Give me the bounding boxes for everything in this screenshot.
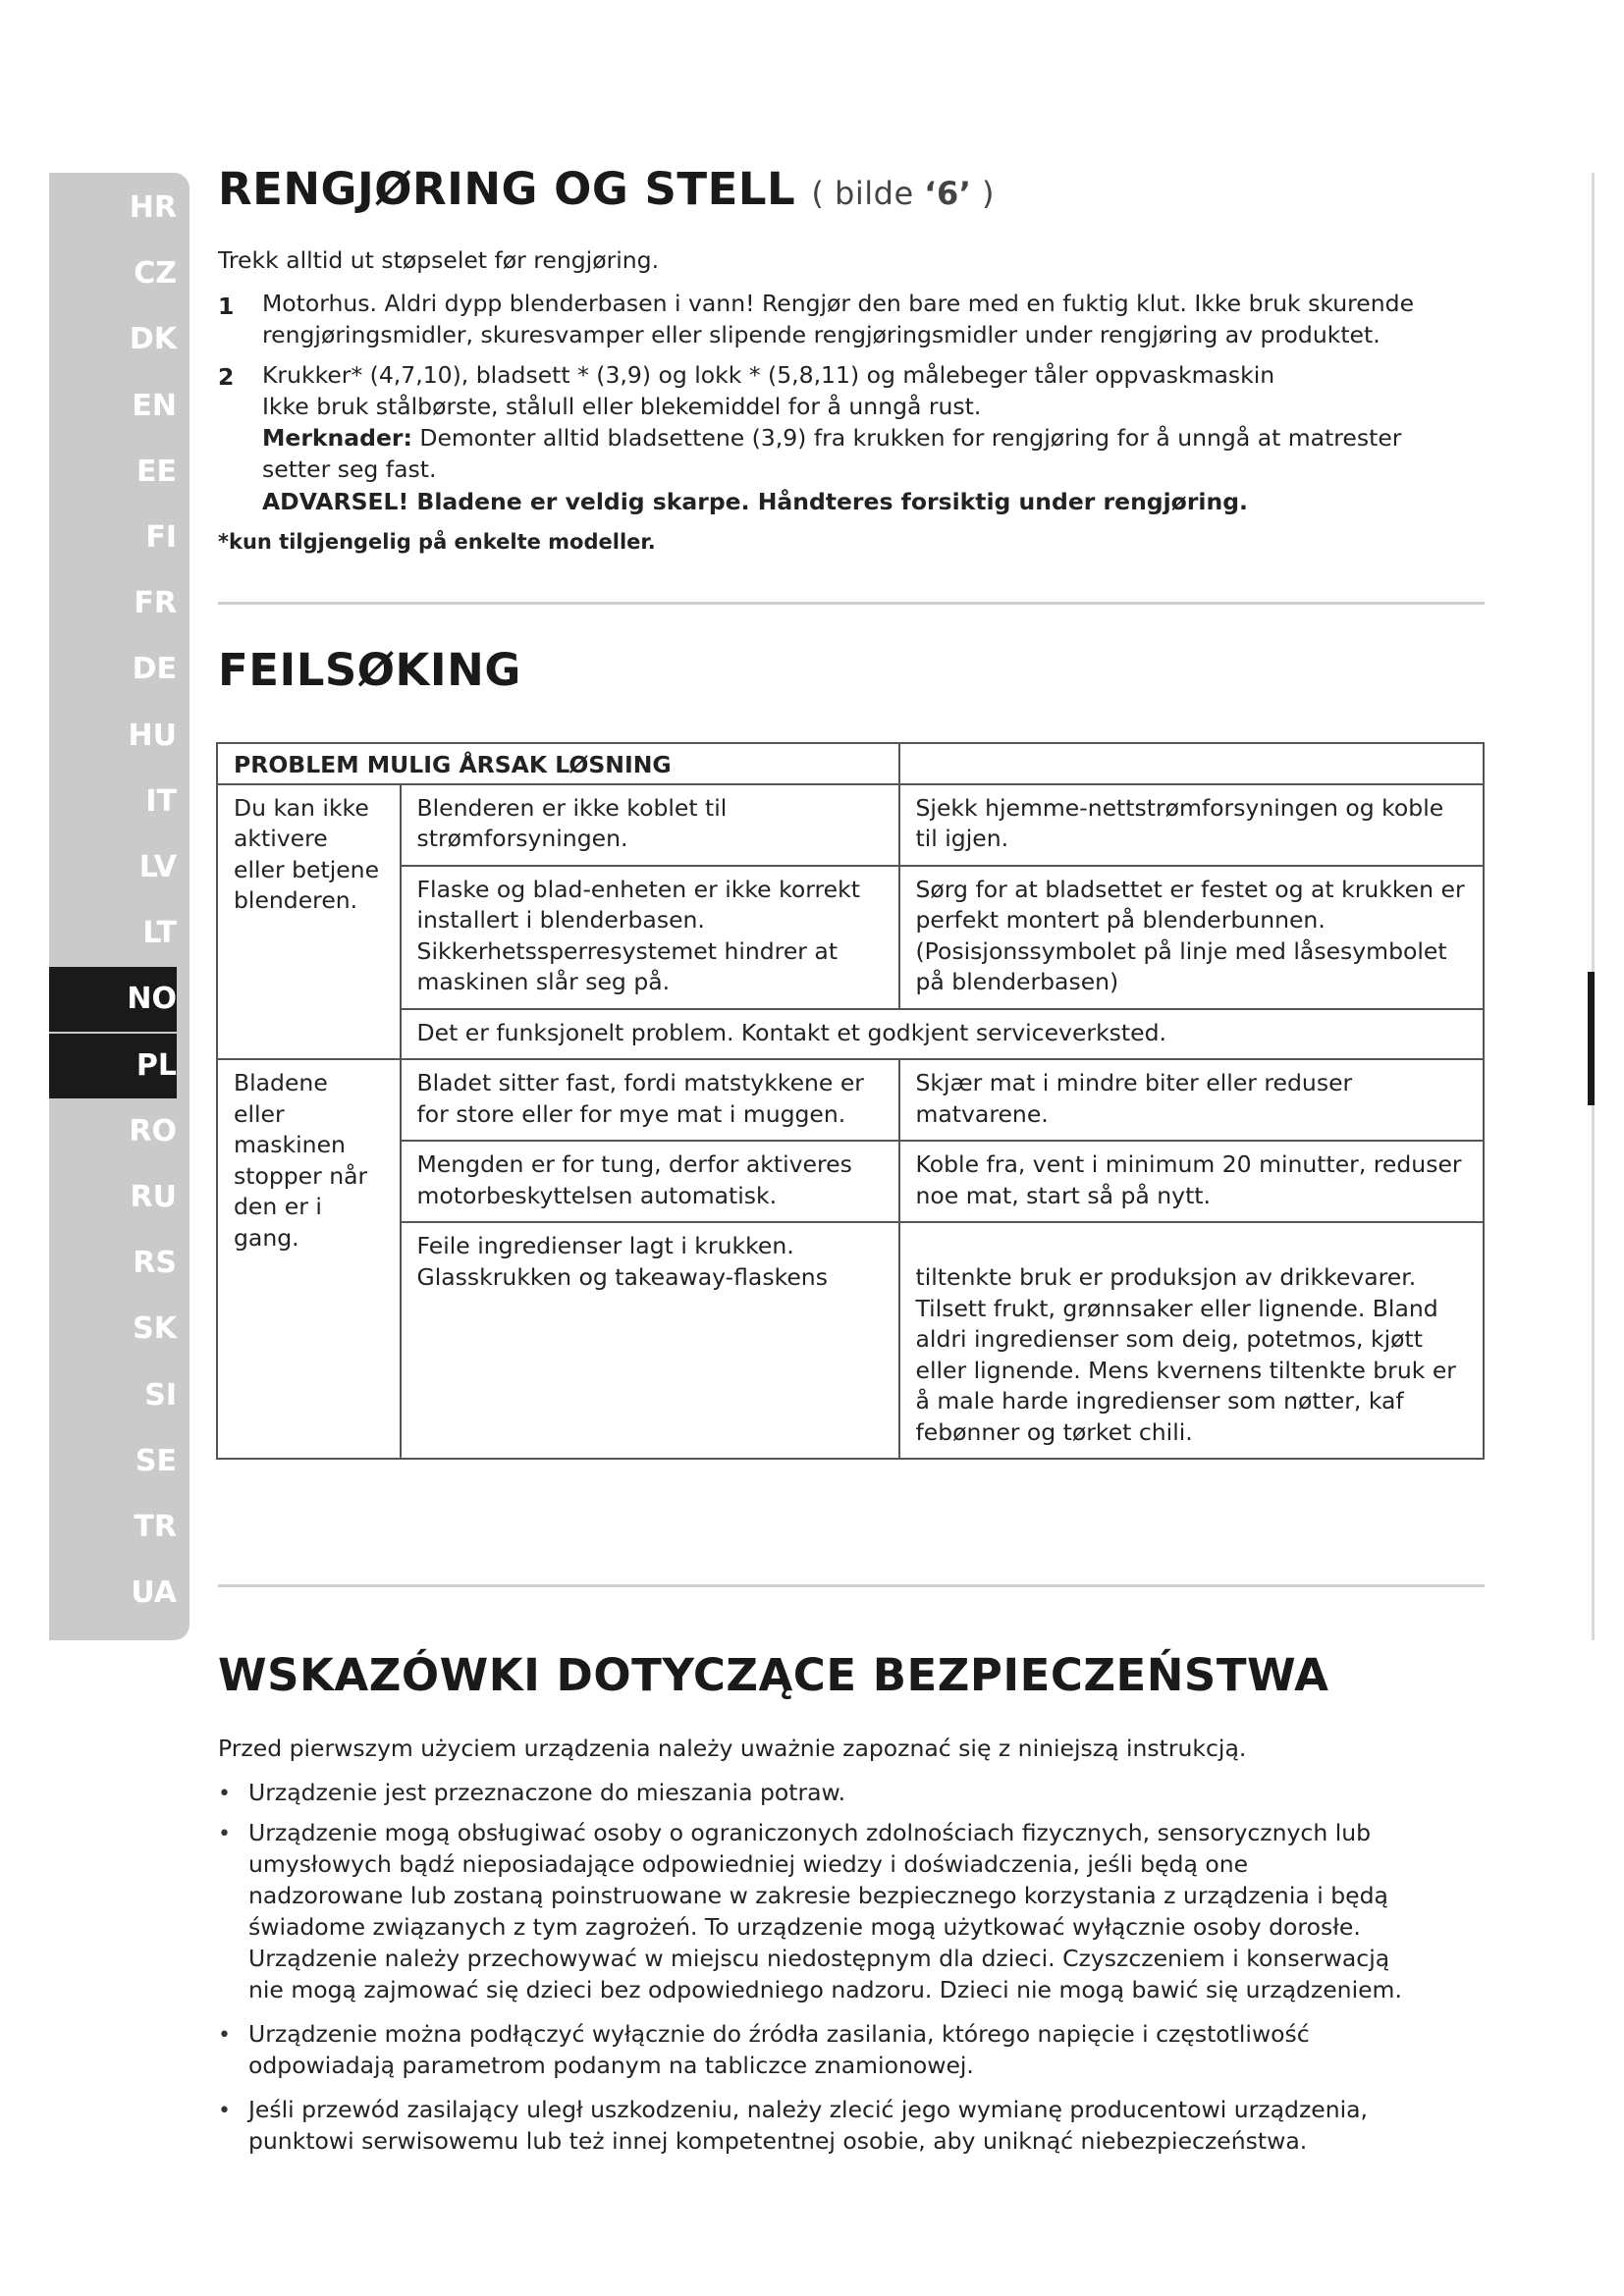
table-header: PROBLEM MULIG ÅRSAK LØSNING [217,743,899,784]
cleaning-warning: ADVARSEL! Bladene er veldig skarpe. Håndteres forsiktig under rengjøring. [262,488,1248,515]
language-tab-fi[interactable]: FI [145,520,177,555]
problem-cell: Bladene eller maskinen stopper når den er i gang. [217,1059,401,1459]
safety-item-2-line-2: umysłowych bądź nieposiadające odpowiedniej wiedzy i doświadczenia, jeśli będą one [248,1850,1249,1878]
language-tab-sk[interactable]: SK [133,1311,177,1347]
cause-cell: Bladet sitter fast, fordi matstykkene er for store eller for mye mat i muggen. [401,1059,899,1141]
cause-cell-wide: Det er funksjonelt problem. Kontakt et godkjent serviceverksted. [401,1009,1484,1060]
language-tab-ua[interactable]: UA [131,1575,177,1611]
language-tab-ru[interactable]: RU [130,1180,177,1214]
language-tab-tr[interactable]: TR [134,1510,177,1544]
safety-item-4-line-2: punktowi serwisowemu lub też innej kompetentnej osobie, aby uniknąć niebezpieczeństwa. [248,2127,1308,2155]
language-tab-lv[interactable]: LV [138,850,177,884]
bullet-mark: • [218,1782,231,1806]
language-tab-se[interactable]: SE [135,1443,177,1478]
table-header-empty [899,743,1484,784]
solution-cell: Sørg for at bladsettet er festet og at krukken er perfekt montert på blenderbunnen. (Posisjonssymbolet på linje med låsesymbolet på blenderbasen) [899,866,1484,1009]
safety-item-2-line-5: Urządzenie należy przechowywać w miejscu niedostępnym dla dzieci. Czyszczeniem i konserwacją [248,1945,1390,1972]
troubleshooting-table [216,742,1485,1460]
solution-cell: Koble fra, vent i minimum 20 minutter, reduser noe mat, start så på nytt. [899,1141,1484,1222]
safety-item-2-line-4: świadome związanych z tym zagrożeń. To urządzenie mogą użytkować wyłącznie osoby dorosłe. [248,1913,1361,1941]
cleaning-item-2-line-2: Ikke bruk stålbørste, stålull eller blekemiddel for å unngå rust. [262,393,982,420]
bullet-mark: • [218,1822,231,1846]
cleaning-item-2-number: 2 [218,363,235,391]
language-tab-cz[interactable]: CZ [134,256,177,292]
cause-cell: Flaske og blad-enheten er ikke korrekt installert i blenderbasen. Sikkerhetssperresystemet hindrer at maskinen slår seg på. [401,866,899,1009]
cause-cell: Feile ingredienser lagt i krukken. Glasskrukken og takeaway-flaskens [401,1222,899,1459]
troubleshooting-title: FEILSØKING [218,644,521,696]
cleaning-image-ref: ( bilde ‘6’ ) [811,175,996,212]
language-tab-pl[interactable]: PL [49,1034,177,1098]
cleaning-note-line-2: setter seg fast. [262,455,437,483]
safety-title: WSKAZÓWKI DOTYCZĄCE BEZPIECZEŃSTWA [218,1649,1329,1701]
solution-cell: tiltenkte bruk er produksjon av drikkevarer. Tilsett frukt, grønnsaker eller lignende. Bland aldri ingredienser som deig, potetmos, kjøtt eller lignende. Mens kvernens tiltenkte bruk er å male harde ingredienser som nøtter, kaf febønner og tørket chili. [899,1222,1484,1459]
solution-cell: Skjær mat i mindre biter eller reduser matvarene. [899,1059,1484,1141]
cleaning-item-1-line-2: rengjøringsmidler, skuresvamper eller slipende rengjøringsmidler under rengjøring av produktet. [262,321,1380,348]
safety-item-2-line-1: Urządzenie mogą obsługiwać osoby o ograniczonych zdolnościach fizycznych, sensorycznych lub [248,1819,1372,1846]
bullet-mark: • [218,2099,231,2123]
safety-item-2-line-3: nadzorowane lub zostaną poinstruowane w zakresie bezpiecznego korzystania z urządzenia i będą [248,1882,1388,1909]
cleaning-heading [218,163,995,215]
table-row [217,1059,1484,1141]
cleaning-intro: Trekk alltid ut støpselet før rengjøring. [218,246,660,274]
cause-cell: Blenderen er ikke koblet til strømforsyningen. [401,784,899,866]
language-tab-ro[interactable]: RO [129,1113,177,1148]
language-tab-ee[interactable]: EE [136,454,177,489]
safety-item-3-line-2: odpowiadają parametrom podanym na tabliczce znamionowej. [248,2052,974,2079]
cleaning-item-1-line-1: Motorhus. Aldri dypp blenderbasen i vann! Rengjør den bare med en fuktig klut. Ikke bruk skurende [262,290,1415,317]
problem-cell: Du kan ikke aktivere eller betjene blenderen. [217,784,401,1060]
language-tab-si[interactable]: SI [144,1377,177,1413]
language-tab-lt[interactable]: LT [142,916,177,951]
language-tab-dk[interactable]: DK [129,322,177,357]
section-divider [218,602,1485,605]
table-row [217,1009,1484,1060]
language-tab-fr[interactable]: FR [134,586,177,621]
cause-cell: Mengden er for tung, derfor aktiveres motorbeskyttelsen automatisk. [401,1141,899,1222]
table-row [217,1222,1484,1459]
cleaning-title: RENGJØRING OG STELL [218,163,796,215]
table-row [217,1141,1484,1222]
cleaning-footnote: *kun tilgjengelig på enkelte modeller. [218,530,656,554]
cleaning-note-line-1: Merknader: Demonter alltid bladsettene (3,9) fra krukken for rengjøring for å unngå at matrester [262,424,1402,452]
cleaning-note-label: Merknader: [262,424,412,452]
language-tab-rs[interactable]: RS [133,1246,177,1281]
safety-item-2-line-6: nie mogą zajmować się dzieci bez odpowiedniego nadzoru. Dzieci nie mogą bawić się urządzeniem. [248,1976,1402,2003]
language-tab-hr[interactable]: HR [129,190,177,225]
cleaning-item-1-number: 1 [218,293,235,320]
language-tab-hu[interactable]: HU [128,718,177,753]
table-header-row [217,743,1484,784]
language-tab-it[interactable]: IT [145,783,177,819]
safety-item-4-line-1: Jeśli przewód zasilający uległ uszkodzeniu, należy zlecić jego wymianę producentowi urządzenia, [248,2096,1369,2123]
bullet-mark: • [218,2023,231,2048]
section-divider [218,1584,1485,1587]
solution-cell: Sjekk hjemme-nettstrømforsyningen og koble til igjen. [899,784,1484,866]
safety-item-3-line-1: Urządzenie można podłączyć wyłącznie do źródła zasilania, którego napięcie i częstotliwość [248,2020,1310,2048]
language-tab-de[interactable]: DE [132,652,177,687]
cleaning-item-2-line-1: Krukker* (4,7,10), bladsett * (3,9) og lokk * (5,8,11) og målebeger tåler oppvaskmaskin [262,361,1275,389]
language-tab-en[interactable]: EN [132,388,177,423]
table-row [217,866,1484,1009]
right-margin-rule [1592,173,1595,1640]
table-row [217,784,1484,866]
safety-intro: Przed pierwszym użyciem urządzenia należy uważnie zapoznać się z niniejszą instrukcją. [218,1735,1247,1762]
safety-item-1: Urządzenie jest przeznaczone do mieszania potraw. [248,1779,846,1806]
language-tab-no[interactable]: NO [49,967,177,1032]
right-margin-marker [1588,972,1595,1105]
